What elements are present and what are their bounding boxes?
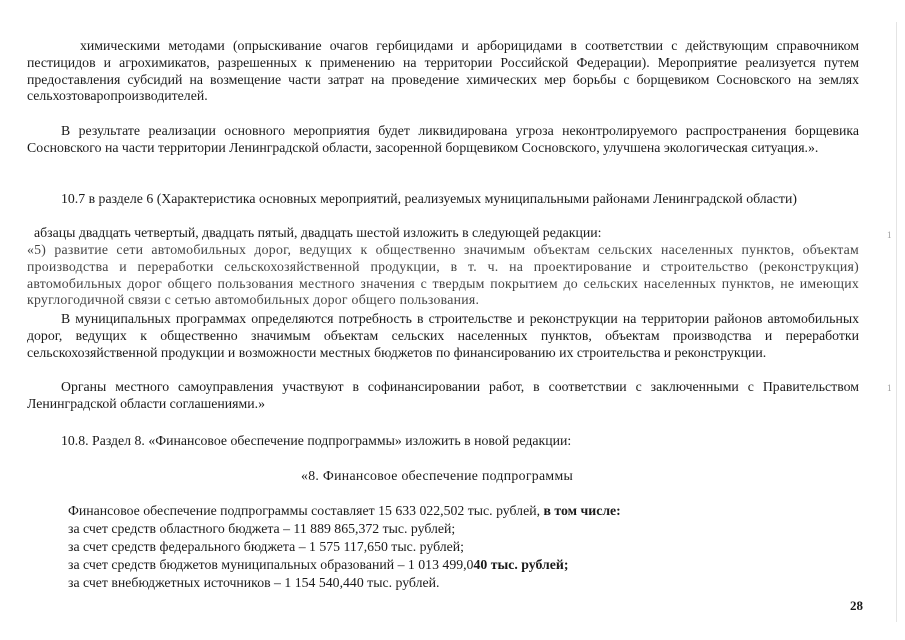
financing-total	[68, 502, 621, 520]
financing-regional: за счет средств областного бюджета – 11 889 865,372 тыс. рублей;	[68, 521, 456, 536]
page-number: 28	[850, 598, 863, 613]
margin-mark: 1	[887, 383, 892, 393]
margin-mark: 1	[887, 230, 892, 240]
financing-total-suffix: в том числе:	[543, 503, 621, 518]
financing-block	[68, 502, 621, 592]
paragraph-roads: «5) развитие сети автомобильных дорог, ведущих к общественно значимым объектам сельских населенных пунктов, объектам производства и переработки сельскохозяйственной продукции, в т. ч. на проектирование и строительство (реконструкция) автомобильных дорог общего пользования местного значения с твердым покрытием до сельских населенных пунктов, не имеющих круглогодичной связи с сетью автомобильных дорог общего пользования.	[27, 242, 859, 308]
paragraph-municipal-programs: В муниципальных программах определяются потребность в строительстве и реконструкции на территории районов автомобильных дорог, ведущих к общественно значимым объектам сельских населенных пунктов, объектам производства и переработки сельскохозяйственной продукции и возможности местных бюджетов по финансированию их строительства и реконструкции.	[27, 311, 859, 360]
scan-edge-line	[896, 22, 897, 622]
paragraph-local-government: Органы местного самоуправления участвуют в софинансировании работ, в соответствии с заключенными с Правительством Ленинградской области соглашениями.»	[27, 379, 859, 411]
paragraph-10-7: 10.7 в разделе 6 (Характеристика основных мероприятий, реализуемых муниципальными районами Ленинградской области)	[61, 191, 797, 206]
financing-extrabudget: за счет внебюджетных источников – 1 154 540,440 тыс. рублей.	[68, 575, 440, 590]
paragraph-10-8: 10.8. Раздел 8. «Финансовое обеспечение подпрограммы» изложить в новой редакции:	[61, 433, 572, 448]
section-heading: «8. Финансовое обеспечение подпрограммы	[301, 468, 574, 483]
financing-municipal-value: за счет средств бюджетов муниципальных образований – 1 013 499,0	[68, 557, 474, 572]
paragraph-abzacy: абзацы двадцать четвертый, двадцать пятый, двадцать шестой изложить в следующей редакции:	[34, 225, 602, 240]
paragraph-result: В результате реализации основного мероприятия будет ликвидирована угроза неконтролируемого распространения борщевика Сосновского на части территории Ленинградской области, засоренной борщевиком Сосновского, улучшена экологическая ситуация.».	[27, 123, 859, 155]
financing-municipal	[68, 556, 621, 574]
financing-municipal-suffix: 40 тыс. рублей;	[473, 557, 569, 572]
financing-federal: за счет средств федерального бюджета – 1 575 117,650 тыс. рублей;	[68, 539, 464, 554]
financing-total-label: Финансовое обеспечение подпрограммы составляет 15 633 022,502 тыс. рублей,	[68, 503, 544, 518]
paragraph-herbicides: химическими методами (опрыскивание очагов гербицидами и арборицидами в соответствии с действующим справочником пестицидов и агрохимикатов, разрешенных к применению на территории Российской Федерации). Мероприятие реализуется путем предоставления субсидий на возмещение части затрат на проведение химических мер борьбы с борщевиком Сосновского на землях сельхозтоваропроизводителей.	[27, 38, 859, 104]
